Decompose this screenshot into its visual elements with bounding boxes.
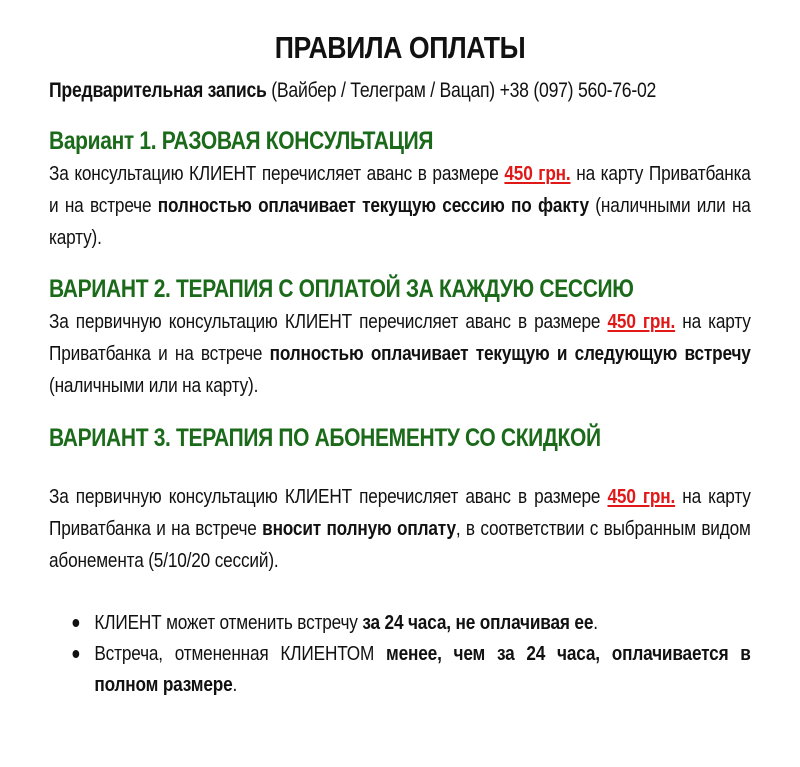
option3-price: 450 грн. [607, 485, 676, 508]
option1-bold: полностью оплачивает текущую сессию по факту [157, 194, 589, 217]
option2-text-c: (наличными или на карту). [49, 374, 259, 397]
option2-bold: полностью оплачивает текущую и следующую встречу [269, 342, 751, 365]
option1-heading: Вариант 1. РАЗОВАЯ КОНСУЛЬТАЦИЯ [49, 127, 434, 155]
option2-text [49, 306, 751, 402]
option1-text-b: на карту Приватбанка и на встрече [49, 162, 751, 217]
rule-tail: . [232, 673, 238, 696]
option1-text [49, 158, 751, 254]
option1-text-a: За консультацию КЛИЕНТ перечисляет аванс в размере [49, 162, 505, 185]
list-item [49, 607, 751, 638]
option1-text-c: (наличными или на карту). [49, 194, 751, 249]
bullet-dot-icon [73, 619, 80, 627]
option3-text [49, 481, 751, 577]
option3-bold: вносит полную оплату [262, 517, 456, 540]
option2-text-b: на карту Приватбанка и на встрече [49, 310, 751, 365]
rule-tail: . [593, 611, 598, 634]
cancellation-rules-list [49, 607, 751, 700]
option3-text-c: , в соответствии с выбранным видом абонемента (5/10/20 сессий). [49, 517, 751, 572]
option3-text-b: на карту Приватбанка и на встрече [49, 485, 751, 540]
option1-price: 450 грн. [504, 162, 571, 185]
option2-text-a: За первичную консультацию КЛИЕНТ перечисляет аванс в размере [49, 310, 608, 333]
page-title: ПРАВИЛА ОПЛАТЫ [274, 30, 526, 65]
bullet-dot-icon [73, 650, 80, 658]
booking-label: Предварительная запись [49, 79, 267, 102]
list-item [49, 638, 751, 700]
booking-contacts: (Вайбер / Телеграм / Вацап) +38 (097) 560-76-02 [266, 79, 657, 102]
booking-info [49, 78, 751, 104]
rule-bold: менее, чем за 24 часа, оплачивается в полном размере [94, 642, 751, 696]
option3-text-a: За первичную консультацию КЛИЕНТ перечисляет аванс в размере [49, 485, 608, 508]
option2-price: 450 грн. [607, 310, 676, 333]
rule-bold: за 24 часа, не оплачивая ее [362, 611, 594, 634]
option2-heading: ВАРИАНТ 2. ТЕРАПИЯ С ОПЛАТОЙ ЗА КАЖДУЮ СЕССИЮ [49, 275, 634, 303]
rule-text: Встреча, отмененная КЛИЕНТОМ [94, 642, 387, 665]
option3-heading: ВАРИАНТ 3. ТЕРАПИЯ ПО АБОНЕМЕНТУ СО СКИДКОЙ [49, 424, 601, 452]
rule-text: КЛИЕНТ может отменить встречу [94, 611, 363, 634]
